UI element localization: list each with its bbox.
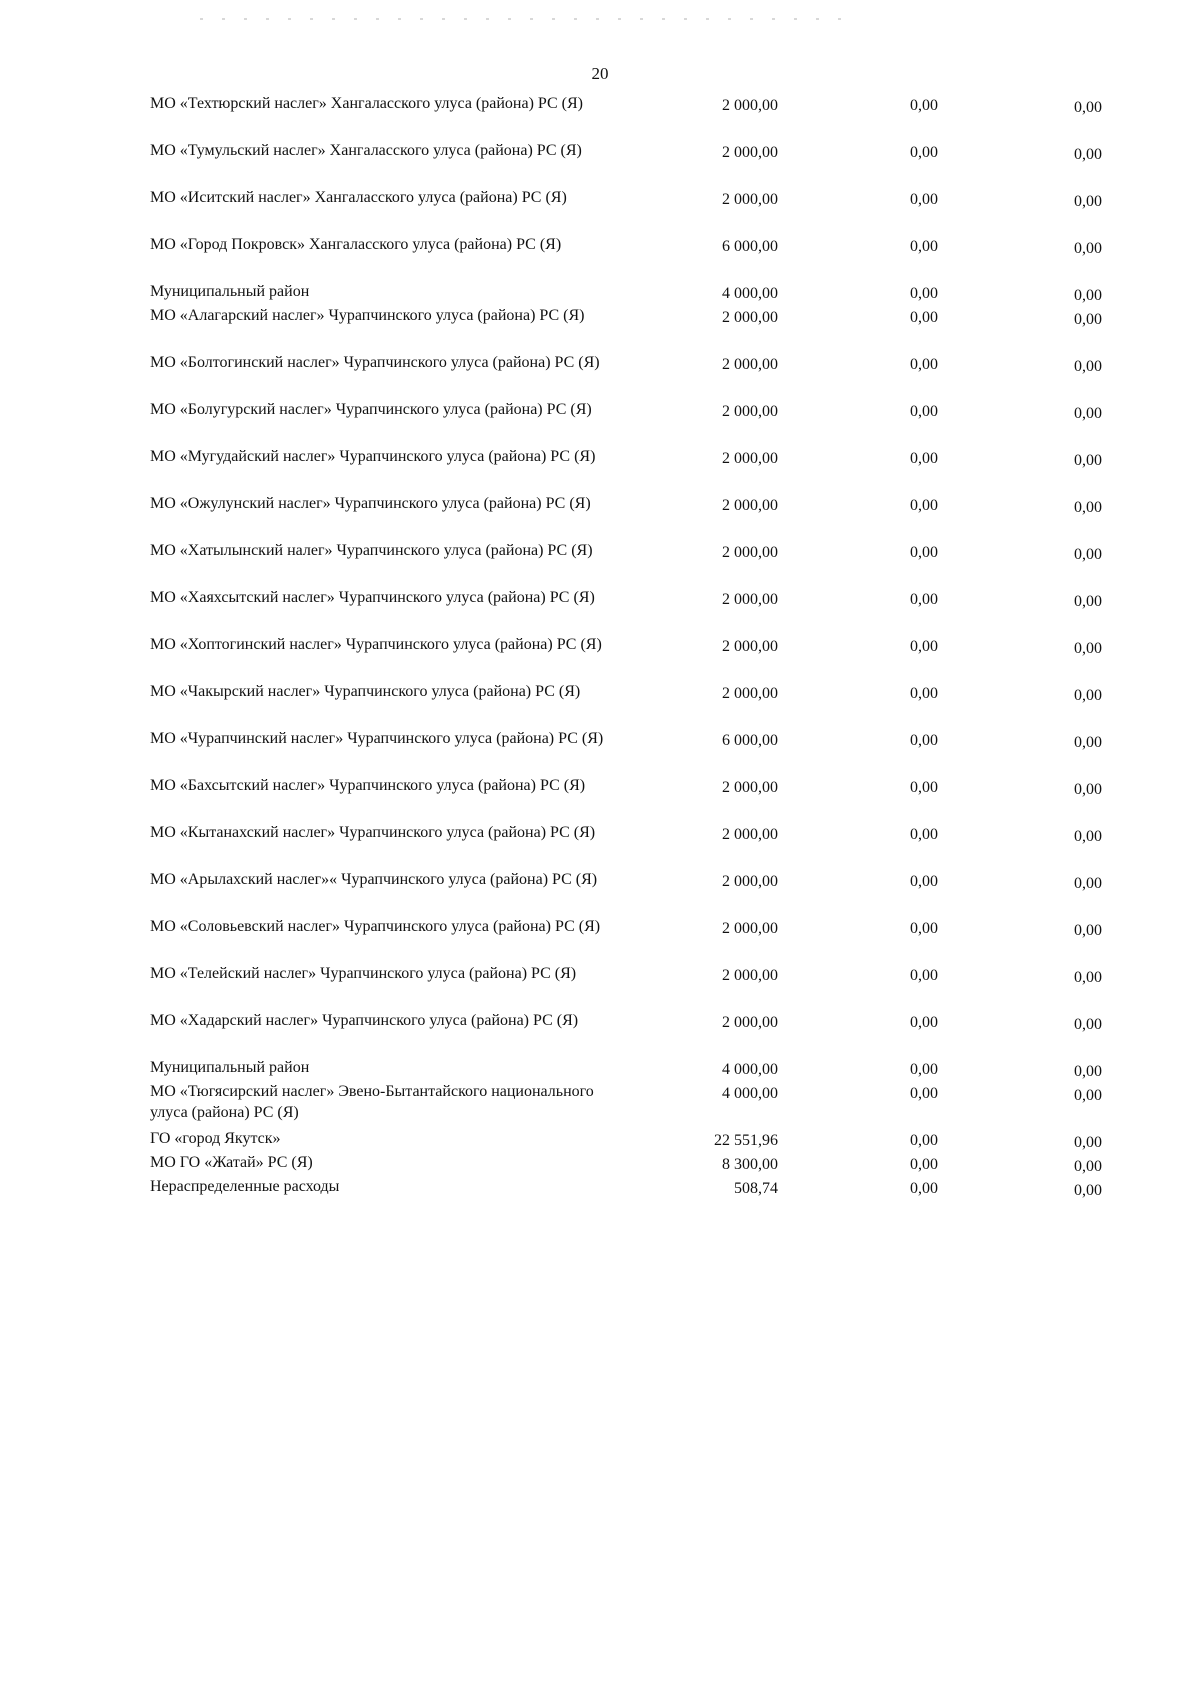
row-name: МО «Болугурский наслег» Чурапчинского улуса (района) РС (Я) bbox=[150, 401, 592, 418]
row-amount: 508,74 bbox=[734, 1180, 778, 1197]
row-amount: 8 300,00 bbox=[722, 1156, 778, 1173]
row-amount: 2 000,00 bbox=[722, 403, 778, 420]
row-value-2: 0,00 bbox=[910, 144, 938, 161]
row-value-3: 0,00 bbox=[1074, 499, 1102, 516]
row-value-3: 0,00 bbox=[1074, 969, 1102, 986]
row-amount: 4 000,00 bbox=[722, 285, 778, 302]
row-name: МО «Бахсытский наслег» Чурапчинского улуса (района) РС (Я) bbox=[150, 777, 586, 794]
row-value-2: 0,00 bbox=[910, 1014, 938, 1031]
row-value-2: 0,00 bbox=[910, 732, 938, 749]
row-name: МО «Тумульский наслег» Хангаласского улуса (района) РС (Я) bbox=[150, 142, 582, 159]
row-amount: 2 000,00 bbox=[722, 544, 778, 561]
row-amount: 2 000,00 bbox=[722, 450, 778, 467]
row-name: МО «Чакырский наслег» Чурапчинского улуса (района) РС (Я) bbox=[150, 683, 581, 700]
row-amount: 2 000,00 bbox=[722, 191, 778, 208]
row-value-2: 0,00 bbox=[910, 450, 938, 467]
row-amount: 6 000,00 bbox=[722, 238, 778, 255]
row-value-3: 0,00 bbox=[1074, 875, 1102, 892]
row-value-2: 0,00 bbox=[910, 544, 938, 561]
row-name: МО «Соловьевский наслег» Чурапчинского улуса (района) РС (Я) bbox=[150, 918, 601, 935]
row-value-2: 0,00 bbox=[910, 238, 938, 255]
row-value-3: 0,00 bbox=[1074, 1182, 1102, 1199]
page-number: 20 bbox=[591, 64, 609, 83]
row-name: Муниципальный район bbox=[150, 1059, 310, 1076]
row-name: МО «Техтюрский наслег» Хангаласского улуса (района) РС (Я) bbox=[150, 95, 583, 112]
row-name: МО «Алагарский наслег» Чурапчинского улуса (района) РС (Я) bbox=[150, 307, 585, 324]
row-value-3: 0,00 bbox=[1074, 593, 1102, 610]
row-value-2: 0,00 bbox=[910, 309, 938, 326]
row-name: МО «Хадарский наслег» Чурапчинского улуса (района) РС (Я) bbox=[150, 1012, 579, 1029]
row-value-2: 0,00 bbox=[910, 497, 938, 514]
row-value-3: 0,00 bbox=[1074, 99, 1102, 116]
row-value-3: 0,00 bbox=[1074, 1016, 1102, 1033]
row-name: МО «Тюгясирский наслег» Эвено-Бытантайского национального улуса (района) РС (Я) bbox=[150, 1083, 594, 1121]
row-name: МО «Город Покровск» Хангаласского улуса (района) РС (Я) bbox=[150, 236, 562, 253]
row-name: МО «Иситский наслег» Хангаласского улуса (района) РС (Я) bbox=[150, 189, 567, 206]
row-value-2: 0,00 bbox=[910, 1156, 938, 1173]
row-amount: 2 000,00 bbox=[722, 779, 778, 796]
row-value-3: 0,00 bbox=[1074, 1063, 1102, 1080]
scan-artifact-line bbox=[200, 18, 850, 20]
row-value-2: 0,00 bbox=[910, 1085, 938, 1102]
row-amount: 2 000,00 bbox=[722, 497, 778, 514]
row-amount: 2 000,00 bbox=[722, 144, 778, 161]
row-value-2: 0,00 bbox=[910, 826, 938, 843]
row-value-2: 0,00 bbox=[910, 285, 938, 302]
row-value-3: 0,00 bbox=[1074, 1158, 1102, 1175]
row-value-2: 0,00 bbox=[910, 638, 938, 655]
row-amount: 2 000,00 bbox=[722, 97, 778, 114]
row-value-3: 0,00 bbox=[1074, 452, 1102, 469]
row-value-2: 0,00 bbox=[910, 685, 938, 702]
row-value-2: 0,00 bbox=[910, 97, 938, 114]
row-value-3: 0,00 bbox=[1074, 687, 1102, 704]
row-value-2: 0,00 bbox=[910, 1061, 938, 1078]
row-amount: 2 000,00 bbox=[722, 920, 778, 937]
row-value-3: 0,00 bbox=[1074, 734, 1102, 751]
row-value-3: 0,00 bbox=[1074, 640, 1102, 657]
row-amount: 6 000,00 bbox=[722, 732, 778, 749]
row-value-3: 0,00 bbox=[1074, 781, 1102, 798]
row-name: МО «Ожулунский наслег» Чурапчинского улуса (района) РС (Я) bbox=[150, 495, 591, 512]
row-value-2: 0,00 bbox=[910, 591, 938, 608]
row-value-2: 0,00 bbox=[910, 967, 938, 984]
row-value-2: 0,00 bbox=[910, 873, 938, 890]
row-amount: 4 000,00 bbox=[722, 1085, 778, 1102]
row-name: МО «Телейский наслег» Чурапчинского улуса (района) РС (Я) bbox=[150, 965, 577, 982]
row-value-2: 0,00 bbox=[910, 356, 938, 373]
row-amount: 2 000,00 bbox=[722, 826, 778, 843]
row-name: ГО «город Якутск» bbox=[150, 1130, 281, 1147]
row-value-3: 0,00 bbox=[1074, 405, 1102, 422]
row-amount: 2 000,00 bbox=[722, 591, 778, 608]
row-value-3: 0,00 bbox=[1074, 358, 1102, 375]
row-value-2: 0,00 bbox=[910, 1180, 938, 1197]
row-amount: 2 000,00 bbox=[722, 685, 778, 702]
row-name: МО «Хоптогинский наслег» Чурапчинского улуса (района) РС (Я) bbox=[150, 636, 602, 653]
row-name: Нераспределенные расходы bbox=[150, 1178, 340, 1195]
row-amount: 2 000,00 bbox=[722, 873, 778, 890]
row-name: МО «Хаяхсытский наслег» Чурапчинского улуса (района) РС (Я) bbox=[150, 589, 595, 606]
row-name: Муниципальный район bbox=[150, 283, 310, 300]
row-value-3: 0,00 bbox=[1074, 146, 1102, 163]
row-name: МО «Чурапчинский наслег» Чурапчинского улуса (района) РС (Я) bbox=[150, 730, 604, 747]
row-value-3: 0,00 bbox=[1074, 1087, 1102, 1104]
row-value-3: 0,00 bbox=[1074, 1134, 1102, 1151]
row-value-3: 0,00 bbox=[1074, 287, 1102, 304]
row-value-2: 0,00 bbox=[910, 1132, 938, 1149]
row-value-2: 0,00 bbox=[910, 403, 938, 420]
row-value-2: 0,00 bbox=[910, 920, 938, 937]
row-value-2: 0,00 bbox=[910, 779, 938, 796]
row-amount: 2 000,00 bbox=[722, 1014, 778, 1031]
row-value-2: 0,00 bbox=[910, 191, 938, 208]
row-name: МО «Арылахский наслег»« Чурапчинского улуса (района) РС (Я) bbox=[150, 871, 598, 888]
row-amount: 2 000,00 bbox=[722, 638, 778, 655]
row-amount: 2 000,00 bbox=[722, 309, 778, 326]
row-value-3: 0,00 bbox=[1074, 546, 1102, 563]
row-amount: 2 000,00 bbox=[722, 356, 778, 373]
row-value-3: 0,00 bbox=[1074, 240, 1102, 257]
row-name: МО «Болтогинский наслег» Чурапчинского улуса (района) РС (Я) bbox=[150, 354, 600, 371]
row-name: МО «Кытанахский наслег» Чурапчинского улуса (района) РС (Я) bbox=[150, 824, 596, 841]
row-amount: 22 551,96 bbox=[714, 1132, 778, 1149]
row-value-3: 0,00 bbox=[1074, 828, 1102, 845]
row-amount: 4 000,00 bbox=[722, 1061, 778, 1078]
row-amount: 2 000,00 bbox=[722, 967, 778, 984]
row-name: МО ГО «Жатай» РС (Я) bbox=[150, 1154, 313, 1171]
row-value-3: 0,00 bbox=[1074, 311, 1102, 328]
row-value-3: 0,00 bbox=[1074, 193, 1102, 210]
row-value-3: 0,00 bbox=[1074, 922, 1102, 939]
row-name: МО «Хатылынский налег» Чурапчинского улуса (района) РС (Я) bbox=[150, 542, 593, 559]
row-name: МО «Мугудайский наслег» Чурапчинского улуса (района) РС (Я) bbox=[150, 448, 596, 465]
